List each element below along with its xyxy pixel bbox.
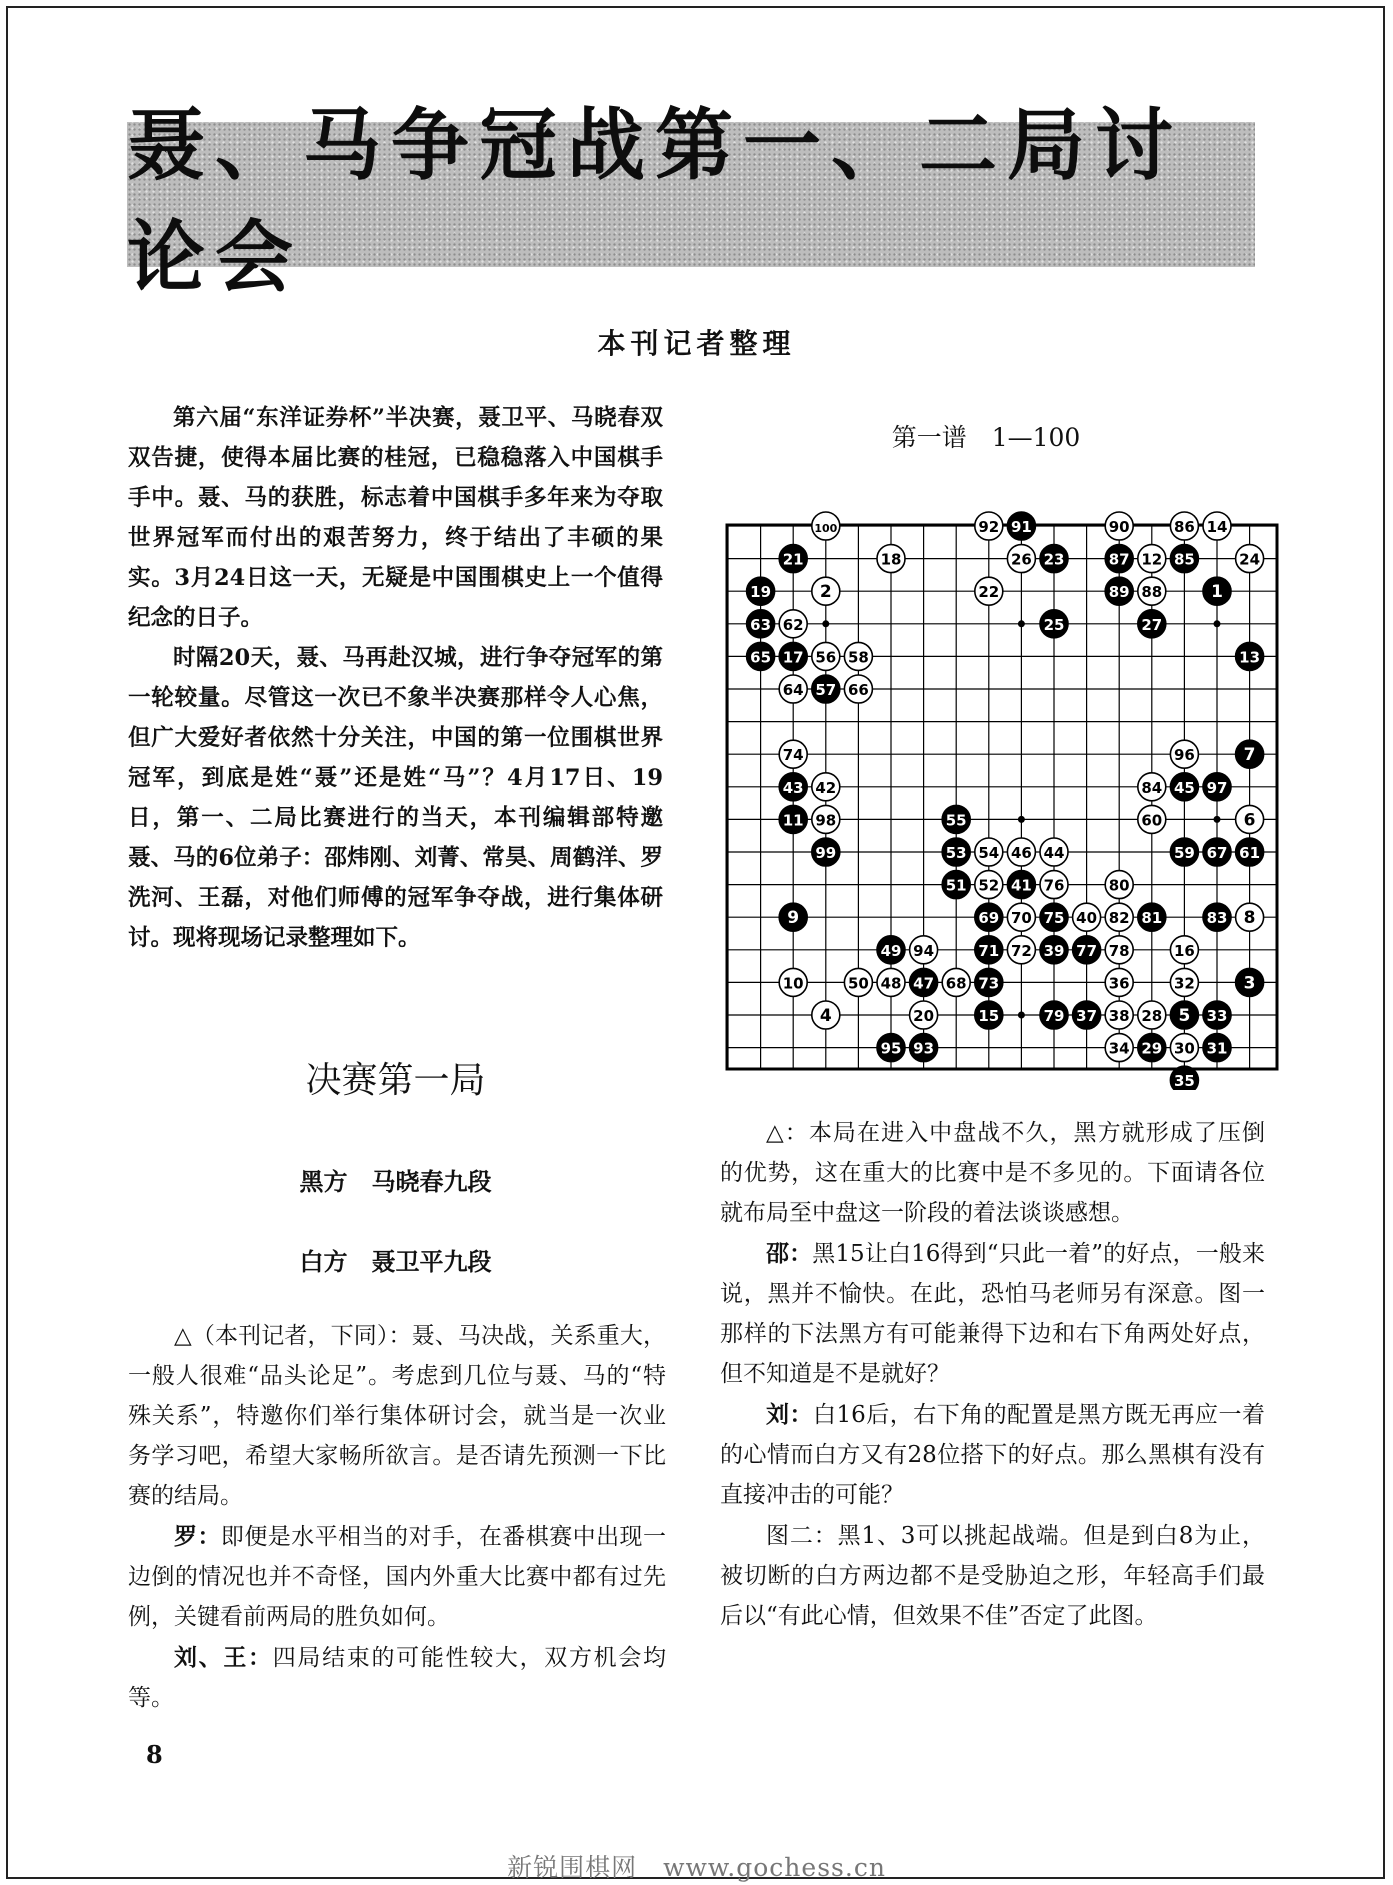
- dialogue-paragraph: [128, 1517, 666, 1637]
- dialogue-paragraph: [720, 1516, 1265, 1636]
- move-number: 8: [1243, 908, 1256, 929]
- left-dialogue: [128, 1316, 666, 1719]
- move-number: 46: [1010, 844, 1032, 862]
- move-number: 20: [913, 1007, 935, 1025]
- byline: 本刊记者整理: [597, 327, 796, 360]
- speaker: 罗：: [174, 1523, 221, 1550]
- move-number: 16: [1173, 941, 1195, 960]
- move-number: 95: [880, 1039, 902, 1058]
- intro-section: [128, 398, 663, 958]
- move-number: 13: [1239, 648, 1261, 667]
- black-player: 黑方 马晓春九段: [299, 1168, 492, 1196]
- move-number: 56: [815, 648, 837, 667]
- move-number: 11: [782, 811, 804, 830]
- move-number: 96: [1173, 746, 1195, 765]
- move-number: 21: [782, 550, 804, 569]
- move-number: 6: [1243, 810, 1256, 831]
- move-number: 31: [1206, 1039, 1228, 1058]
- move-number: 84: [1141, 778, 1163, 797]
- move-number: 68: [945, 974, 967, 993]
- star-point: [822, 620, 829, 627]
- dialogue-paragraph: [128, 1638, 666, 1718]
- move-number: 70: [1010, 909, 1032, 928]
- diagram-title: 第一谱 1—100: [891, 423, 1081, 452]
- move-number: 3: [1243, 973, 1256, 994]
- move-number: 86: [1173, 518, 1195, 536]
- move-number: 4: [819, 1006, 832, 1026]
- move-number: 44: [1043, 844, 1065, 862]
- go-board-diagram: [696, 490, 1280, 1090]
- move-number: 80: [1108, 876, 1130, 895]
- move-number: 25: [1043, 615, 1065, 634]
- move-number: 2: [819, 582, 832, 603]
- star-point: [1214, 620, 1221, 627]
- move-number: 73: [978, 974, 1000, 993]
- move-number: 98: [815, 811, 837, 830]
- intro-paragraph: 第六届“东洋证券杯”半决赛，聂卫平、马晓春双双告捷，使得本届比赛的桂冠，已稳稳落入中国棋手手中。聂、马的获胜，标志着中国棋手多年来为夺取世界冠军而付出的艰苦努力，终于结出了丰硕的果实。3月24日这一天，无疑是中国围棋史上一个值得纪念的日子。: [128, 405, 663, 631]
- move-number: 49: [880, 941, 902, 960]
- move-number: 30: [1173, 1039, 1195, 1058]
- speaker: 邵：: [766, 1240, 813, 1267]
- move-number: 93: [913, 1039, 935, 1058]
- move-number: 69: [978, 909, 1000, 928]
- move-number: 39: [1043, 941, 1065, 960]
- move-number: 50: [847, 974, 869, 993]
- move-number: 89: [1108, 583, 1130, 602]
- right-dialogue: [720, 1113, 1265, 1637]
- move-number: 61: [1239, 844, 1261, 862]
- star-point: [1018, 620, 1025, 627]
- move-number: 63: [750, 615, 772, 634]
- dialogue-text: 白16后，右下角的配置是黑方既无再应一着的心情而白方又有28位搭下的好点。那么黑棋有没有直接冲击的可能？: [720, 1402, 1265, 1508]
- move-number: 7: [1243, 745, 1256, 766]
- move-number: 55: [945, 811, 967, 830]
- move-number: 88: [1141, 583, 1163, 602]
- move-number: 72: [1010, 941, 1032, 960]
- move-number: 34: [1108, 1039, 1130, 1058]
- move-number: 37: [1076, 1007, 1098, 1025]
- move-number: 64: [782, 681, 804, 699]
- move-number: 42: [815, 778, 837, 797]
- move-number: 47: [913, 974, 935, 993]
- move-number: 12: [1141, 550, 1163, 569]
- move-number: 94: [913, 941, 935, 960]
- star-point: [1018, 816, 1025, 823]
- move-number: 43: [782, 778, 804, 797]
- move-number: 33: [1206, 1007, 1228, 1025]
- dialogue-paragraph: [720, 1234, 1265, 1394]
- move-number: 60: [1141, 811, 1163, 830]
- game-title: 决赛第一局: [305, 1060, 486, 1101]
- move-number: 10: [782, 974, 804, 993]
- move-number: 87: [1108, 550, 1130, 569]
- move-number: 97: [1206, 778, 1228, 797]
- move-number: 1: [1211, 582, 1223, 603]
- move-number: 45: [1173, 778, 1195, 797]
- move-number: 35: [1173, 1072, 1195, 1090]
- dialogue-paragraph: [720, 1113, 1265, 1233]
- move-number: 27: [1141, 615, 1163, 634]
- move-number: 52: [978, 876, 1000, 895]
- speaker: 刘：: [766, 1401, 813, 1428]
- move-number: 66: [847, 681, 869, 699]
- move-number: 92: [978, 518, 1000, 536]
- move-number: 57: [815, 681, 837, 699]
- page-title: 聂、马争冠战第一、二局讨论会: [127, 99, 1184, 303]
- dialogue-paragraph: [720, 1395, 1265, 1515]
- title-banner: [127, 99, 1255, 303]
- move-number: 41: [1010, 876, 1032, 895]
- move-number: 74: [782, 746, 804, 765]
- move-number: 79: [1043, 1007, 1065, 1025]
- white-player: 白方 聂卫平九段: [299, 1248, 492, 1276]
- footer-watermark: 新锐围棋网 www.gochess.cn: [507, 1853, 886, 1882]
- move-number: 76: [1043, 876, 1065, 895]
- move-number: 90: [1108, 518, 1130, 536]
- dialogue-text: △：本局在进入中盘战不久，黑方就形成了压倒的优势，这在重大的比赛中是不多见的。下面请各位就布局至中盘这一阶段的着法谈谈感想。: [720, 1120, 1265, 1226]
- move-number: 23: [1043, 550, 1065, 569]
- move-number: 65: [750, 648, 772, 667]
- move-number: 91: [1010, 518, 1032, 536]
- page-number: 8: [146, 1740, 163, 1769]
- move-number: 71: [978, 941, 1000, 960]
- move-number: 62: [782, 615, 804, 634]
- move-number: 18: [880, 550, 902, 569]
- move-number: 17: [782, 648, 804, 667]
- move-number: 24: [1239, 550, 1261, 569]
- move-number: 19: [750, 583, 772, 602]
- move-number: 54: [978, 844, 1000, 862]
- dialogue-text: 即便是水平相当的对手，在番棋赛中出现一边倒的情况也并不奇怪，国内外重大比赛中都有过先例，关键看前两局的胜负如何。: [128, 1524, 667, 1630]
- move-number: 28: [1141, 1007, 1163, 1025]
- dialogue-text: 四局结束的可能性较大，双方机会均等。: [128, 1645, 667, 1711]
- move-number: 67: [1206, 844, 1228, 862]
- dialogue-text: 黑15让白16得到“只此一着”的好点，一般来说，黑并不愉快。在此，恐怕马老师另有深意。图一那样的下法黑方有可能兼得下边和右下角两处好点，但不知道是不是就好？: [720, 1241, 1265, 1387]
- move-number: 14: [1206, 518, 1228, 536]
- move-number: 38: [1108, 1007, 1130, 1025]
- star-point: [1018, 1012, 1025, 1019]
- dialogue-text: 图二：黑1、3可以挑起战端。但是到白8为止，被切断的白方两边都不是受胁迫之形，年轻高手们最后以“有此心情，但效果不佳”否定了此图。: [720, 1523, 1265, 1629]
- move-number: 58: [847, 648, 869, 667]
- star-point: [1214, 816, 1221, 823]
- move-number: 40: [1076, 909, 1098, 928]
- move-number: 82: [1108, 909, 1130, 928]
- move-number: 100: [814, 522, 838, 535]
- move-number: 15: [978, 1007, 1000, 1025]
- move-number: 53: [945, 844, 967, 862]
- move-number: 77: [1076, 941, 1098, 960]
- speaker: 刘、王：: [174, 1644, 273, 1671]
- dialogue-paragraph: [128, 1316, 666, 1516]
- move-number: 51: [945, 876, 967, 895]
- move-number: 9: [787, 908, 800, 929]
- move-number: 85: [1173, 550, 1195, 569]
- move-number: 59: [1173, 844, 1195, 862]
- move-number: 83: [1206, 909, 1228, 928]
- move-number: 75: [1043, 909, 1065, 928]
- move-number: 5: [1178, 1006, 1191, 1026]
- move-number: 32: [1173, 974, 1195, 993]
- move-number: 36: [1108, 974, 1130, 993]
- move-number: 99: [815, 844, 837, 862]
- dialogue-text: △（本刊记者，下同）：聂、马决战，关系重大，一般人很难“品头论足”。考虑到几位与聂、马的“特殊关系”，特邀你们举行集体研讨会，就当是一次业务学习吧，希望大家畅所欲言。是否请先预测一下比赛的结局。: [128, 1323, 666, 1509]
- move-number: 29: [1141, 1039, 1163, 1058]
- move-number: 22: [978, 583, 1000, 602]
- move-number: 48: [880, 974, 902, 993]
- move-number: 81: [1141, 909, 1163, 928]
- intro-paragraph: 时隔20天，聂、马再赴汉城，进行争夺冠军的第一轮较量。尽管这一次已不象半决赛那样令人心焦，但广大爱好者依然十分关注，中国的第一位围棋世界冠军，到底是姓“聂”还是姓“马”？4月17日、19日，第一、二局比赛进行的当天，本刊编辑部特邀聂、马的6位弟子：邵炜刚、刘菁、常昊、周鹤洋、罗洗河、王磊，对他们师傅的冠军争夺战，进行集体研讨。现将现场记录整理如下。: [128, 645, 663, 951]
- move-number: 26: [1010, 550, 1032, 569]
- move-number: 78: [1108, 941, 1130, 960]
